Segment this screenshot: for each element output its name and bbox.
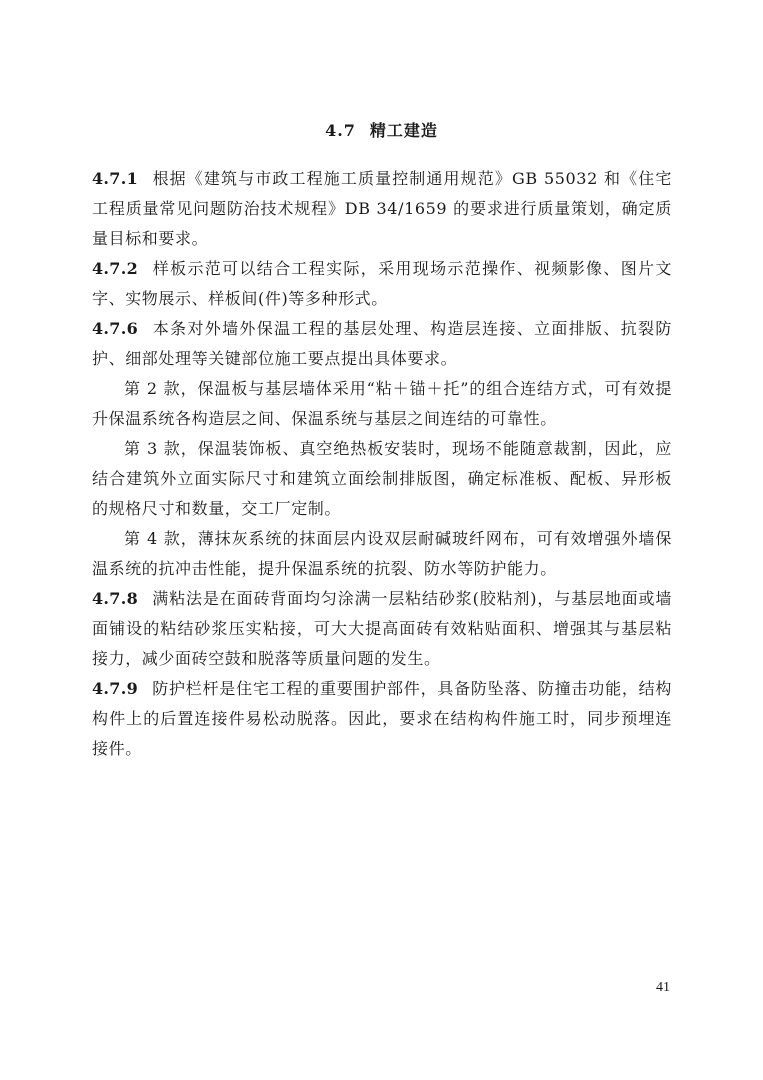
- clause-4-7-1: [92, 164, 672, 254]
- page-number: 41: [656, 980, 670, 995]
- clause-text: 根据《建筑与市政工程施工质量控制通用规范》GB 55032 和《住宅工程质量常见问题防治技术规程》DB 34/1659 的要求进行质量策划，确定质量目标和要求。: [92, 169, 672, 248]
- clause-4-7-6-item-3: 第 3 款，保温装饰板、真空绝热板安装时，现场不能随意裁割，因此，应结合建筑外立面实际尺寸和建筑立面绘制排版图，确定标准板、配板、异形板的规格尺寸和数量，交工厂定制。: [92, 439, 672, 518]
- clause-4-7-6-item-2: 第 2 款，保温板与基层墙体采用“粘＋锚＋托”的组合连结方式，可有效提升保温系统各构造层之间、保温系统与基层之间连结的可靠性。: [92, 379, 672, 428]
- section-heading: [0, 118, 763, 141]
- document-body: [92, 164, 672, 764]
- clause-number: 4.7.8: [92, 589, 139, 608]
- clause-4-7-9: [92, 674, 672, 764]
- clause-4-7-6-item-4: 第 4 款，薄抹灰系统的抹面层内设双层耐碱玻纤网布，可有效增强外墙保温系统的抗冲击性能，提升保温系统的抗裂、防水等防护能力。: [92, 529, 672, 578]
- clause-number: 4.7.2: [92, 259, 139, 278]
- section-title-text: 精工建造: [369, 121, 438, 140]
- clause-4-7-6: [92, 314, 672, 374]
- section-number: 4.7: [325, 121, 356, 140]
- clause-text: 样板示范可以结合工程实际，采用现场示范操作、视频影像、图片文字、实物展示、样板间(件)等多种形式。: [92, 259, 672, 308]
- clause-number: 4.7.1: [92, 169, 139, 188]
- clause-number: 4.7.6: [92, 319, 139, 338]
- clause-text: 本条对外墙外保温工程的基层处理、构造层连接、立面排版、抗裂防护、细部处理等关键部位施工要点提出具体要求。: [92, 319, 672, 368]
- clause-4-7-2: [92, 254, 672, 314]
- clause-text: 防护栏杆是住宅工程的重要围护部件，具备防坠落、防撞击功能，结构构件上的后置连接件易松动脱落。因此，要求在结构构件施工时，同步预埋连接件。: [92, 679, 672, 758]
- clause-number: 4.7.9: [92, 679, 139, 698]
- clause-text: 满粘法是在面砖背面均匀涂满一层粘结砂浆(胶粘剂)，与基层地面或墙面铺设的粘结砂浆压实粘接，可大大提高面砖有效粘贴面积、增强其与基层粘接力，减少面砖空鼓和脱落等质量问题的发生。: [92, 589, 672, 668]
- clause-4-7-8: [92, 584, 672, 674]
